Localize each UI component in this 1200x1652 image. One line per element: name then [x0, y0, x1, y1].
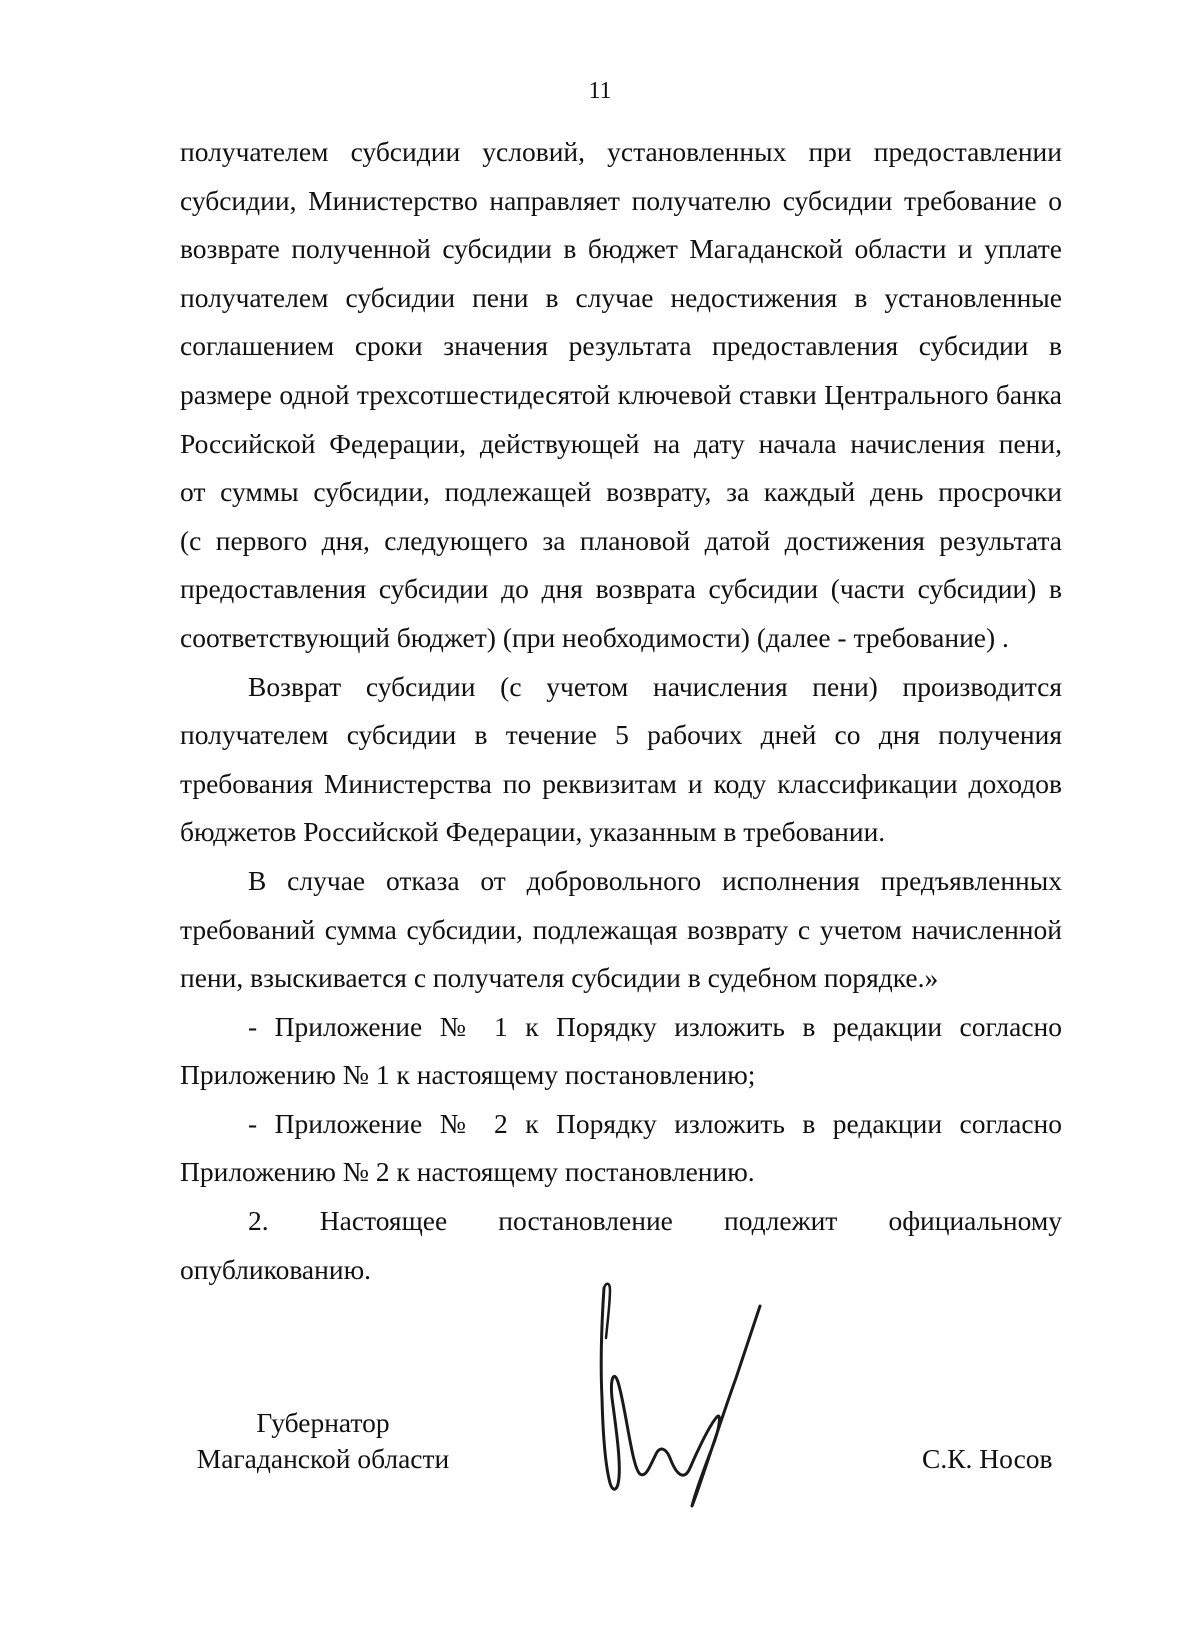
text-line: Приложению № 2 к настоящему постановлению. — [180, 1156, 755, 1188]
text-line: требования Министерства по реквизитам и коду классификации доходов — [180, 767, 1062, 799]
document-body — [180, 128, 1062, 1294]
text-line: В случае отказа от добровольного исполнения предъявленных — [248, 864, 1062, 896]
text-line: получателем субсидии условий, установленных при предоставлении — [180, 136, 1062, 167]
text-line: требований сумма субсидии, подлежащая возврату с учетом начисленной — [180, 913, 1062, 945]
signature-stroke — [601, 1288, 760, 1506]
text-line: получателем субсидии в течение 5 рабочих дней со дня получения — [180, 719, 1062, 751]
text-line: субсидии, Министерство направляет получателю субсидии требование о — [180, 184, 1062, 216]
text-line: (с первого дня, следующего за плановой датой достижения результата — [180, 524, 1062, 556]
signatory-title — [188, 1405, 458, 1477]
text-line: 2. Настоящее постановление подлежит официальному — [248, 1205, 1062, 1237]
text-line: возврате полученной субсидии в бюджет Магаданской области и уплате — [180, 233, 1062, 265]
text-line: - Приложение № 2 к Порядку изложить в редакции согласно — [248, 1107, 1062, 1139]
paragraph-3 — [180, 857, 1062, 1003]
text-line: размере одной трехсотшестидесятой ключевой ставки Центрального банка — [180, 378, 1062, 410]
text-line: Приложению № 1 к настоящему постановлению; — [180, 1059, 756, 1091]
text-line: предоставления субсидии до дня возврата субсидии (части субсидии) в — [180, 573, 1062, 605]
paragraph-2 — [180, 663, 1062, 857]
page-number: 11 — [588, 78, 612, 104]
handwritten-signature — [596, 1278, 766, 1510]
text-line: получателем субсидии пени в случае недостижения в установленные — [180, 281, 1062, 313]
paragraph-5 — [180, 1100, 1062, 1197]
text-line: Российской Федерации, действующей на дату начала начисления пени, — [180, 427, 1062, 459]
text-line: соответствующий бюджет) (при необходимости) (далее - требование) . — [180, 621, 1009, 653]
text-line: - Приложение № 1 к Порядку изложить в редакции согласно — [248, 1010, 1062, 1042]
signatory-title-line: Магаданской области — [196, 1443, 450, 1474]
signatory-name: С.К. Носов — [922, 1443, 1053, 1474]
text-line: бюджетов Российской Федерации, указанным в требовании. — [180, 816, 886, 848]
paragraph-1 — [180, 128, 1062, 663]
text-line: опубликованию. — [180, 1253, 371, 1285]
text-line: от суммы субсидии, подлежащей возврату, за каждый день просрочки — [180, 476, 1062, 508]
text-line: пени, взыскивается с получателя субсидии в судебном порядке.» — [180, 962, 939, 994]
text-line: Возврат субсидии (с учетом начисления пени) производится — [248, 670, 1062, 702]
text-line: соглашением сроки значения результата предоставления субсидии в — [180, 330, 1062, 362]
signatory-title-line: Губернатор — [256, 1407, 390, 1438]
paragraph-4 — [180, 1003, 1062, 1100]
